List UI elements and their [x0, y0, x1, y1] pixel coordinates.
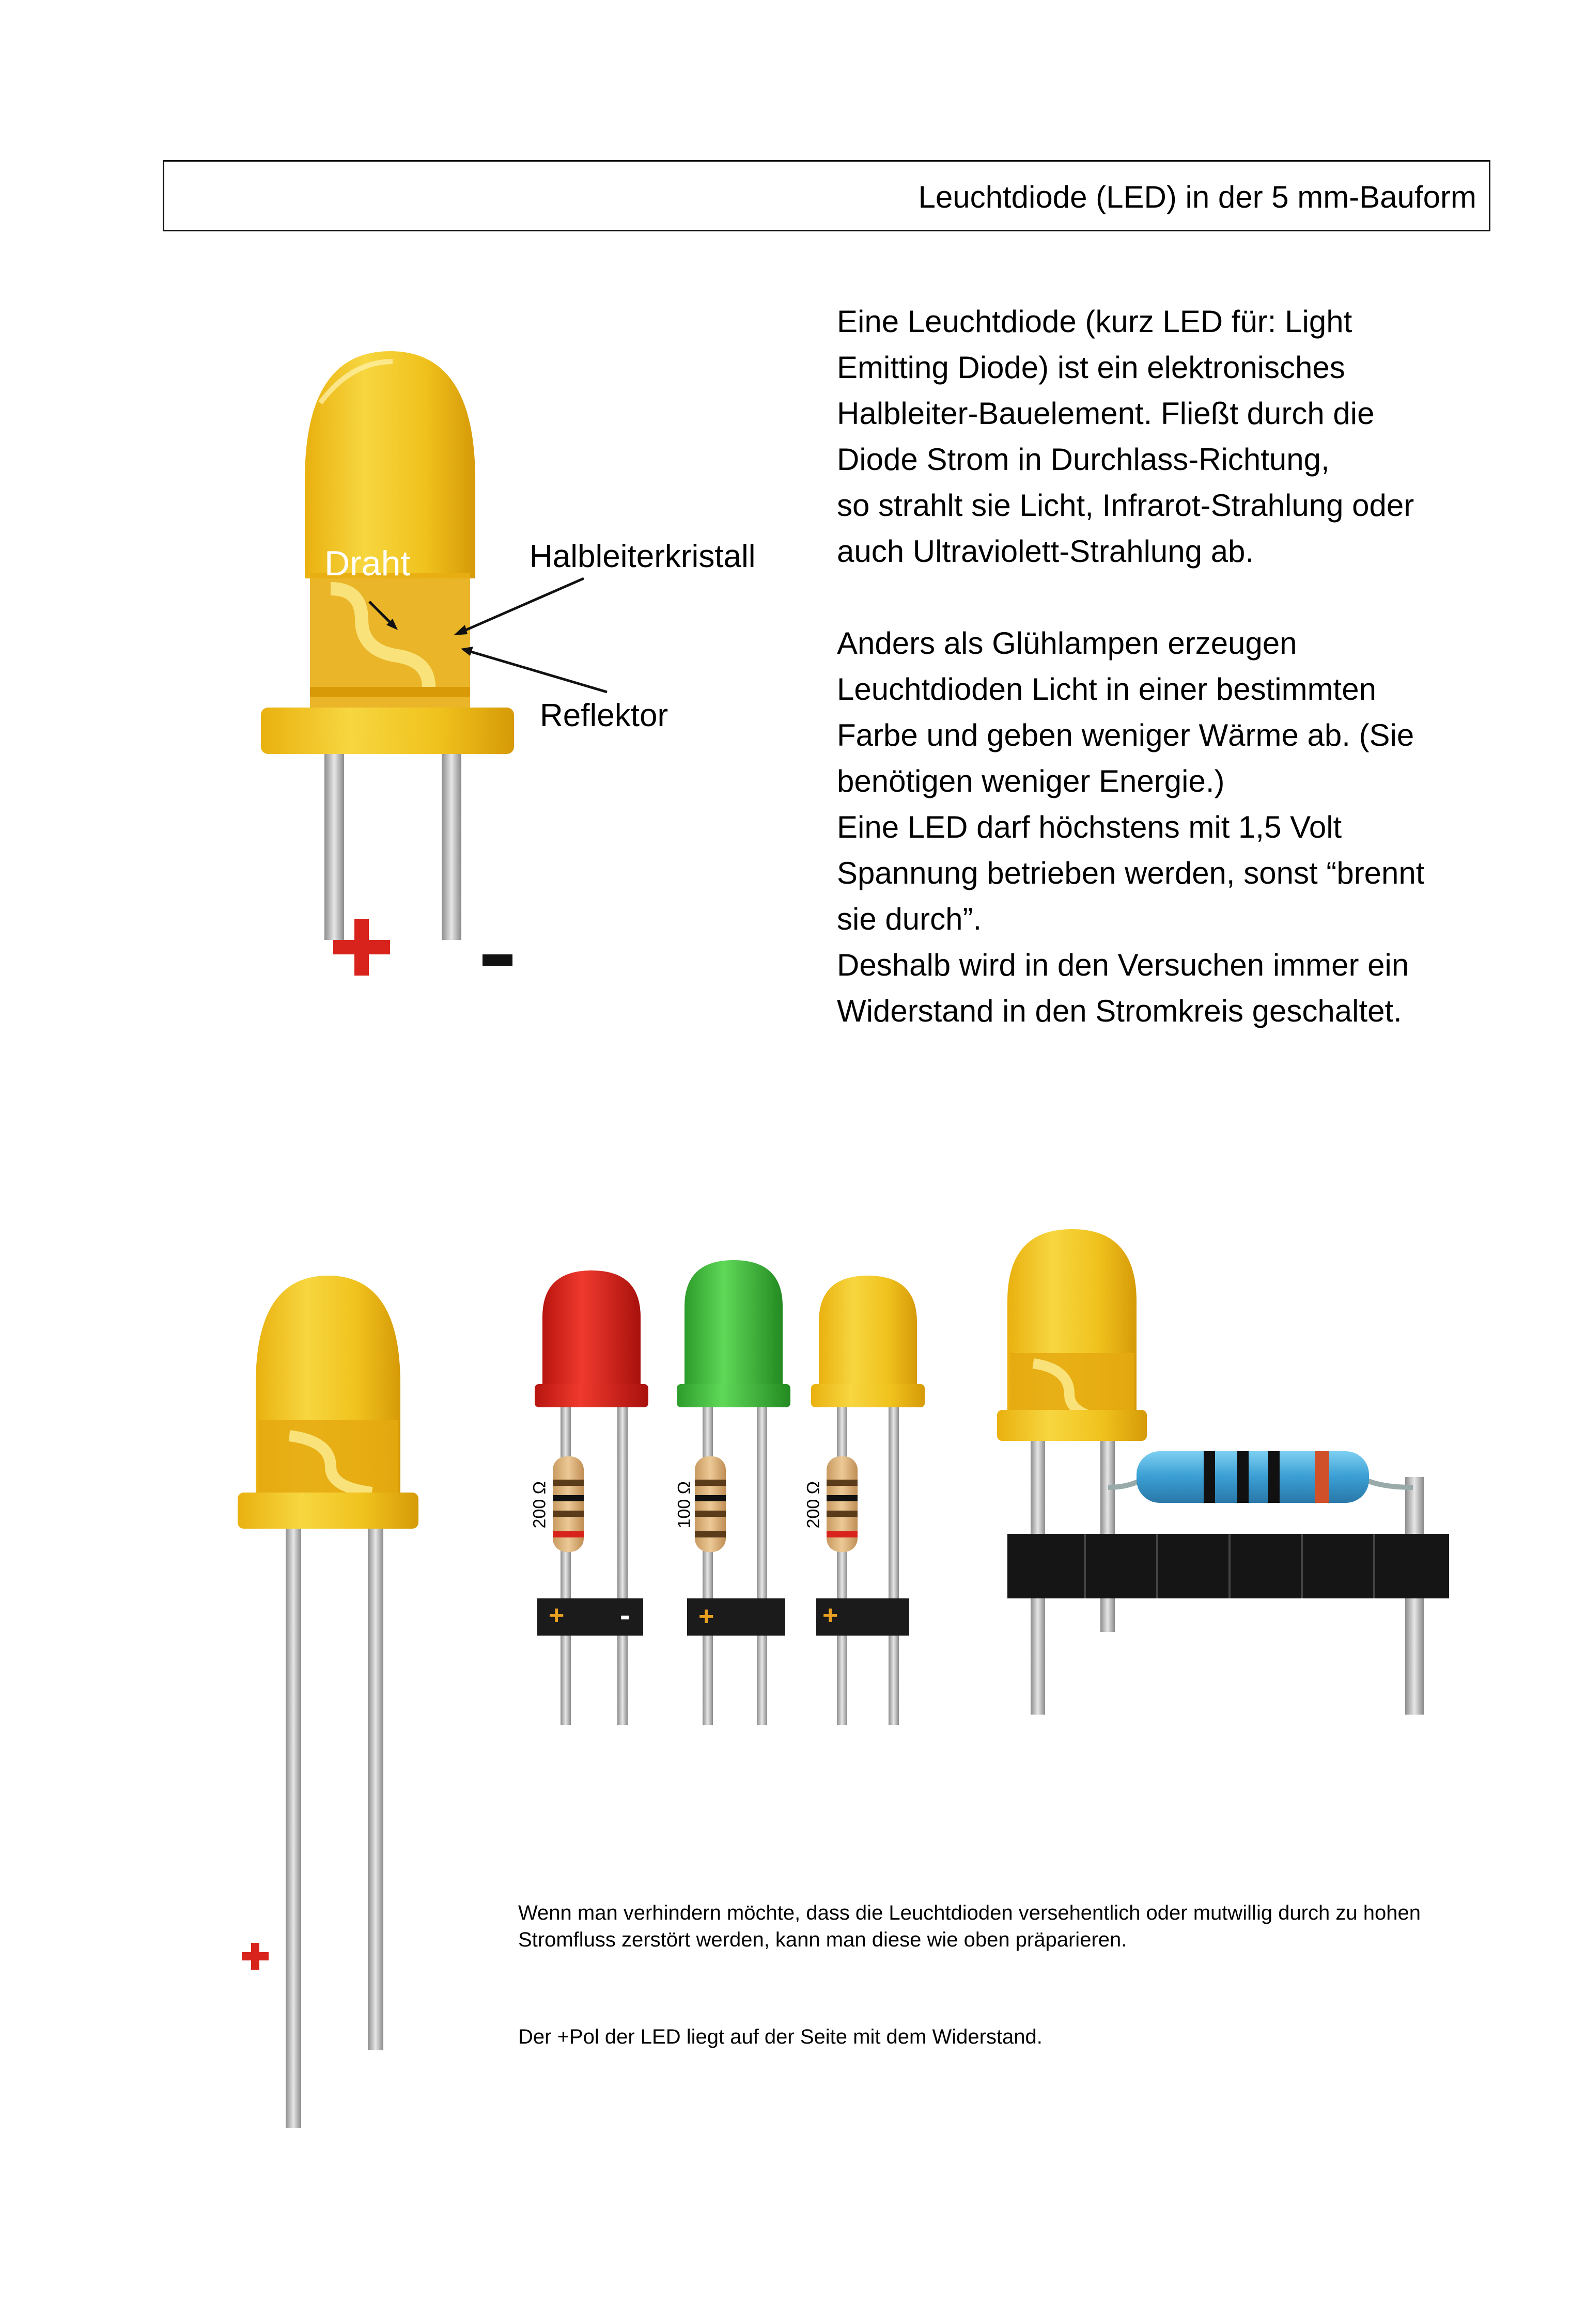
note-1-line-2: Stromfluss zerstört werden, kann man diese wie oben präparieren. [518, 1928, 1127, 1951]
header-plus-1: + [549, 1600, 565, 1630]
resistor-label-1: 200 Ω [530, 1481, 550, 1529]
led-module-red [535, 1270, 648, 1725]
resistor-red [553, 1456, 584, 1552]
intro-line: sie durch”. [837, 902, 982, 936]
intro-line: so strahlt sie Licht, Infrarot-Strahlung oder [837, 488, 1414, 523]
minus-sign-shape [483, 954, 512, 966]
led-lead-minus [442, 754, 461, 940]
page-title: Leuchtdiode (LED) in der 5 mm-Bauform [918, 180, 1476, 214]
led-module-large [997, 1229, 1449, 1715]
resistor-green [695, 1456, 726, 1552]
header-strip [1007, 1534, 1449, 1598]
led-lead-plus [324, 754, 344, 940]
resistor-yellow [827, 1456, 858, 1552]
intro-line: Deshalb wird in den Versuchen immer ein [837, 948, 1409, 982]
long-led [238, 1276, 418, 2128]
intro-line: Farbe und geben weniger Wärme ab. (Sie [837, 718, 1414, 752]
note-1-line-1: Wenn man verhindern möchte, dass die Leuchtdioden versehentlich oder mutwillig durch zu hohen [518, 1902, 1421, 1924]
header-plus-2: + [698, 1601, 714, 1631]
note-1 [518, 1899, 1500, 1953]
resistor-label-2: 100 Ω [674, 1481, 694, 1529]
arrow-crystal [460, 578, 584, 633]
led-rim [261, 708, 514, 754]
label-reflector: Reflektor [540, 698, 668, 733]
intro-line: Spannung betrieben werden, sonst “brennt [837, 856, 1425, 890]
intro-line: Eine Leuchtdiode (kurz LED für: Light [837, 304, 1352, 339]
arrow-reflector [468, 651, 607, 692]
intro-line: Widerstand in den Stromkreis geschaltet. [837, 994, 1402, 1028]
header-minus-1: - [620, 1598, 630, 1632]
resistor-label-3: 200 Ω [803, 1481, 823, 1529]
resistor-blue [1137, 1451, 1369, 1503]
intro-line: Halbleiter-Bauelement. Fließt durch die [837, 396, 1375, 431]
label-crystal: Halbleiterkristall [530, 539, 756, 574]
led-diagram [261, 351, 607, 976]
intro-line: Diode Strom in Durchlass-Richtung, [837, 442, 1330, 477]
intro-line: Leuchtdioden Licht in einer bestimmten [837, 672, 1376, 706]
note-2: Der +Pol der LED liegt auf der Seite mit dem Widerstand. [518, 2025, 1043, 2048]
intro-line: Emitting Diode) ist ein elektronisches [837, 350, 1345, 385]
intro-line: benötigen weniger Energie.) [837, 764, 1225, 798]
header-plus-3: + [822, 1600, 838, 1630]
intro-line: auch Ultraviolett-Strahlung ab. [837, 534, 1254, 569]
intro-line: Eine LED darf höchstens mit 1,5 Volt [837, 810, 1342, 844]
intro-line: Anders als Glühlampen erzeugen [837, 626, 1297, 661]
led-module-yellow [811, 1276, 925, 1725]
label-wire: Draht [324, 544, 411, 583]
